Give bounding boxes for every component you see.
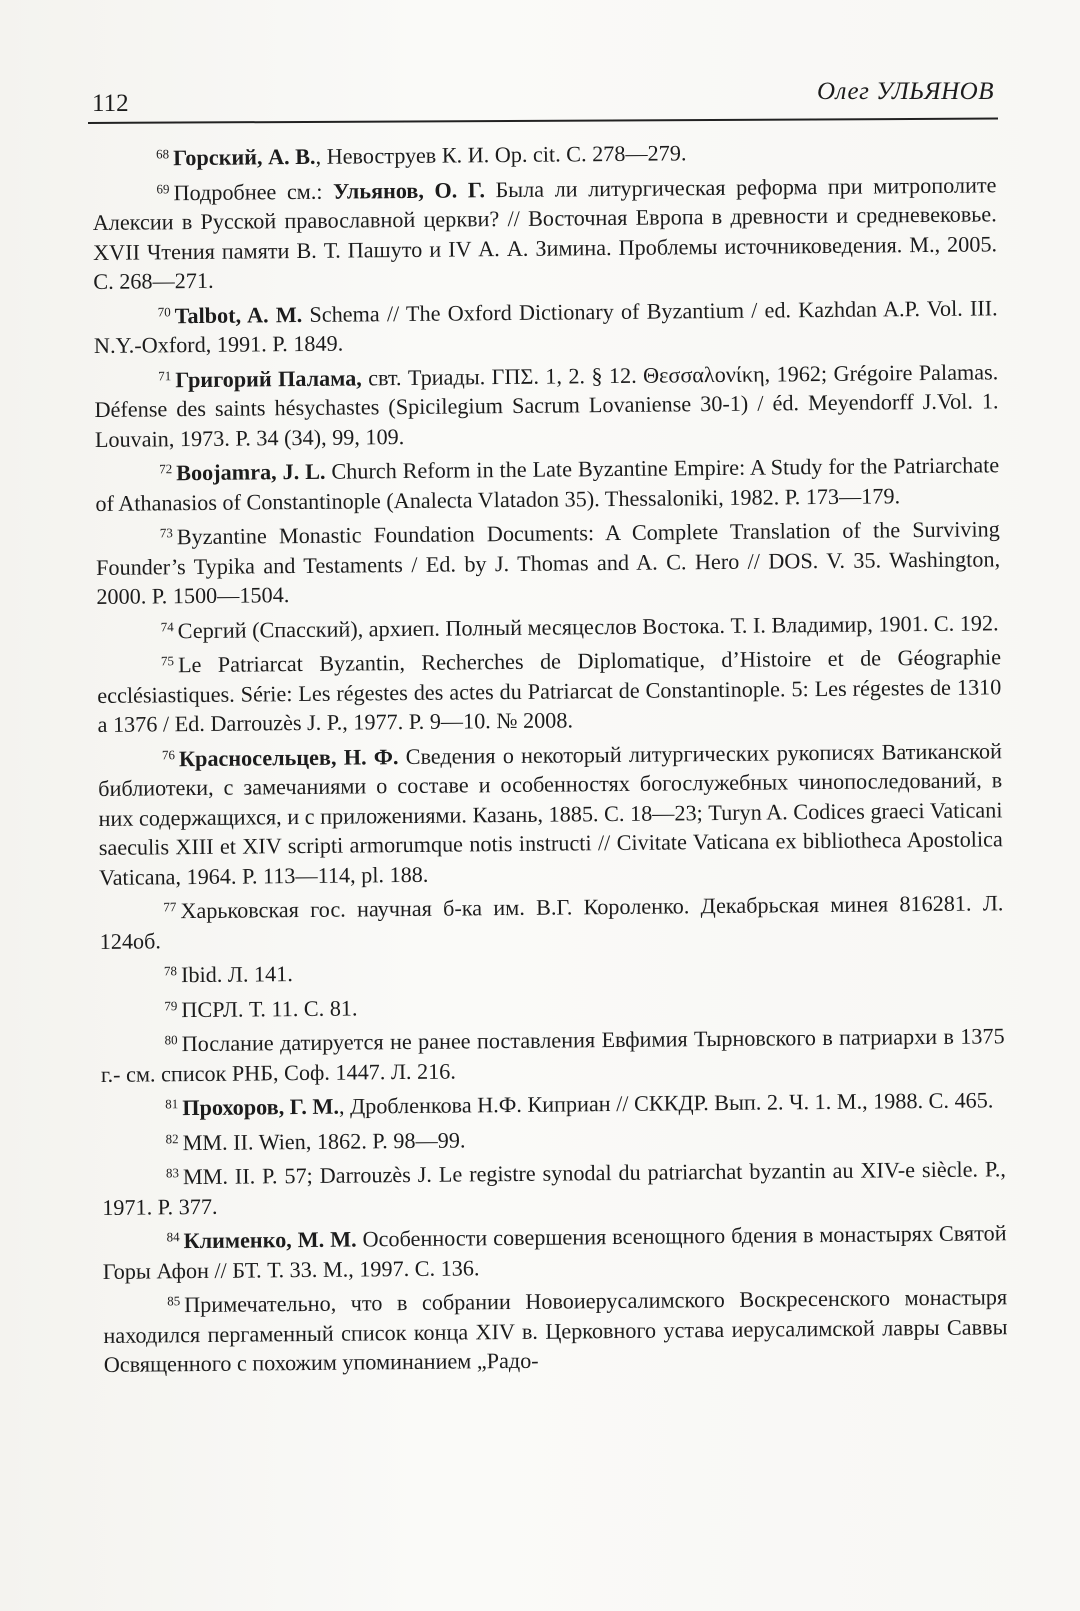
footnote: $^{69}$ Подробнее см.: Ульянов, О. Г. Была ли литургическая реформа при митрополите Алексии в Русской православной церкви? // Восточная Европа в древности и средневековье. XVII Чтения памяти В. Т. Пашуто и IV А. А. Зимина. Проблемы источниковедения. М., 2005. С. 268—271.	[92, 171, 998, 294]
footnote: $^{83}$ ММ. II. P. 57; Darrouzès J. Le registre synodal du patriarchat byzantin au XIV-e siècle. P., 1971. P. 377.	[102, 1156, 1007, 1220]
footnote: $^{72}$ Boojamra, J. L. Church Reform in the Late Byzantine Empire: A Study for the Patriarchate of Athanasios of Constantinople (Analecta Vlatadon 35). Thessaloniki, 1982. P. 173—179.	[95, 452, 1000, 516]
footnote: $^{70}$ Talbot, A. M. Schema // The Oxford Dictionary of Byzantium / ed. Kazhdan A.P. Vol. III. N.Y.-Oxford, 1991. P. 1849.	[93, 294, 998, 358]
footnote: $^{73}$ Byzantine Monastic Foundation Documents: A Complete Translation of the Surviving Founder’s Typika and Testaments / Ed. by J. Thomas and A. C. Hero // DOS. V. 35. Washington, 2000. P. 1500—1504.	[95, 516, 1001, 609]
page-number: 112	[92, 90, 129, 117]
footnote: $^{84}$ Клименко, М. М. Особенности совершения всенощного бдения в монастырях Святой Горы Афон // БТ. Т. 33. М., 1997. С. 136.	[102, 1220, 1007, 1284]
footnote: $^{80}$ Послание датируется не ранее поставления Евфимия Тырновского в патриархи в 1375 г.- см. список РНБ, Соф. 1447. Л. 216.	[100, 1023, 1005, 1087]
footnote: $^{68}$ Горский, А. В., Невоструев К. И. Op. cit. C. 278—279.	[156, 140, 687, 171]
footnote: $^{71}$ Григорий Палама, свт. Триады. ГПΣ. 1, 2. § 12. Θεσσαλονίκη, 1962; Grégoire Palamas. Défense des saints hésychastes (Spicilegium Sacrum Lovaniense 30-1) / éd. Meyendorff J.Vol. 1. Louvain, 1973. P. 34 (34), 99, 109.	[94, 358, 999, 452]
footnotes	[92, 131, 1008, 1380]
footnote: $^{79}$ ПСРЛ. Т. 11. С. 81.	[164, 994, 358, 1022]
footnote: $^{78}$ Ibid. Л. 141.	[163, 961, 293, 988]
footnote: $^{81}$ Прохоров, Г. М., Дробленкова Н.Ф. Киприан // СККДР. Вып. 2. Ч. 1. М., 1988. С. 465.	[165, 1087, 994, 1121]
footnote: $^{76}$ Красносельцев, Н. Ф. Сведения о некоторый литургических рукописях Ватиканской библиотеки, с замечаниями о составе и особенностях богослужебных чинопоследований, в них содержащихся, и с приложениями. Казань, 1885. С. 18—23; Turyn A. Codices graeci Vaticani saeculis XIII et XIV scripti armorumque notis instructi // Civitate Vaticana ex bibliotheca Apostolica Vaticana, 1964. P. 113—114, pl. 188.	[98, 737, 1003, 890]
footnote: $^{85}$ Примечательно, что в собрании Новоиерусалимского Воскресенского монастыря находился пергаменный список конца XIV в. Церковного устава иерусалимской лавры Саввы Освященного с похожим упоминанием „Радо-	[103, 1284, 1008, 1377]
footnote: $^{77}$ Харьковская гос. научная б-ка им. В.Г. Короленко. Декабрьская минея 816281. Л. 124об.	[99, 890, 1004, 954]
footnote: $^{75}$ Le Patriarcat Byzantin, Recherches de Diplomatique, d’Histoire et de Géographie ecclésiastiques. Série: Les régestes des actes du Patriarcat de Constantinople. 5: Les régestes de 1310 a 1376 / Ed. Darrouzès J. P., 1977. P. 9—10. № 2008.	[97, 644, 1002, 737]
running-head: Олег УЛЬЯНОВ	[816, 78, 994, 105]
page-header	[88, 72, 998, 122]
footnote: $^{74}$ Сергий (Спасский), архиеп. Полный месяцеслов Востока. Т. I. Владимир, 1901. С. 192.	[160, 609, 999, 643]
footnote: $^{82}$ ММ. II. Wien, 1862. P. 98—99.	[165, 1126, 466, 1155]
